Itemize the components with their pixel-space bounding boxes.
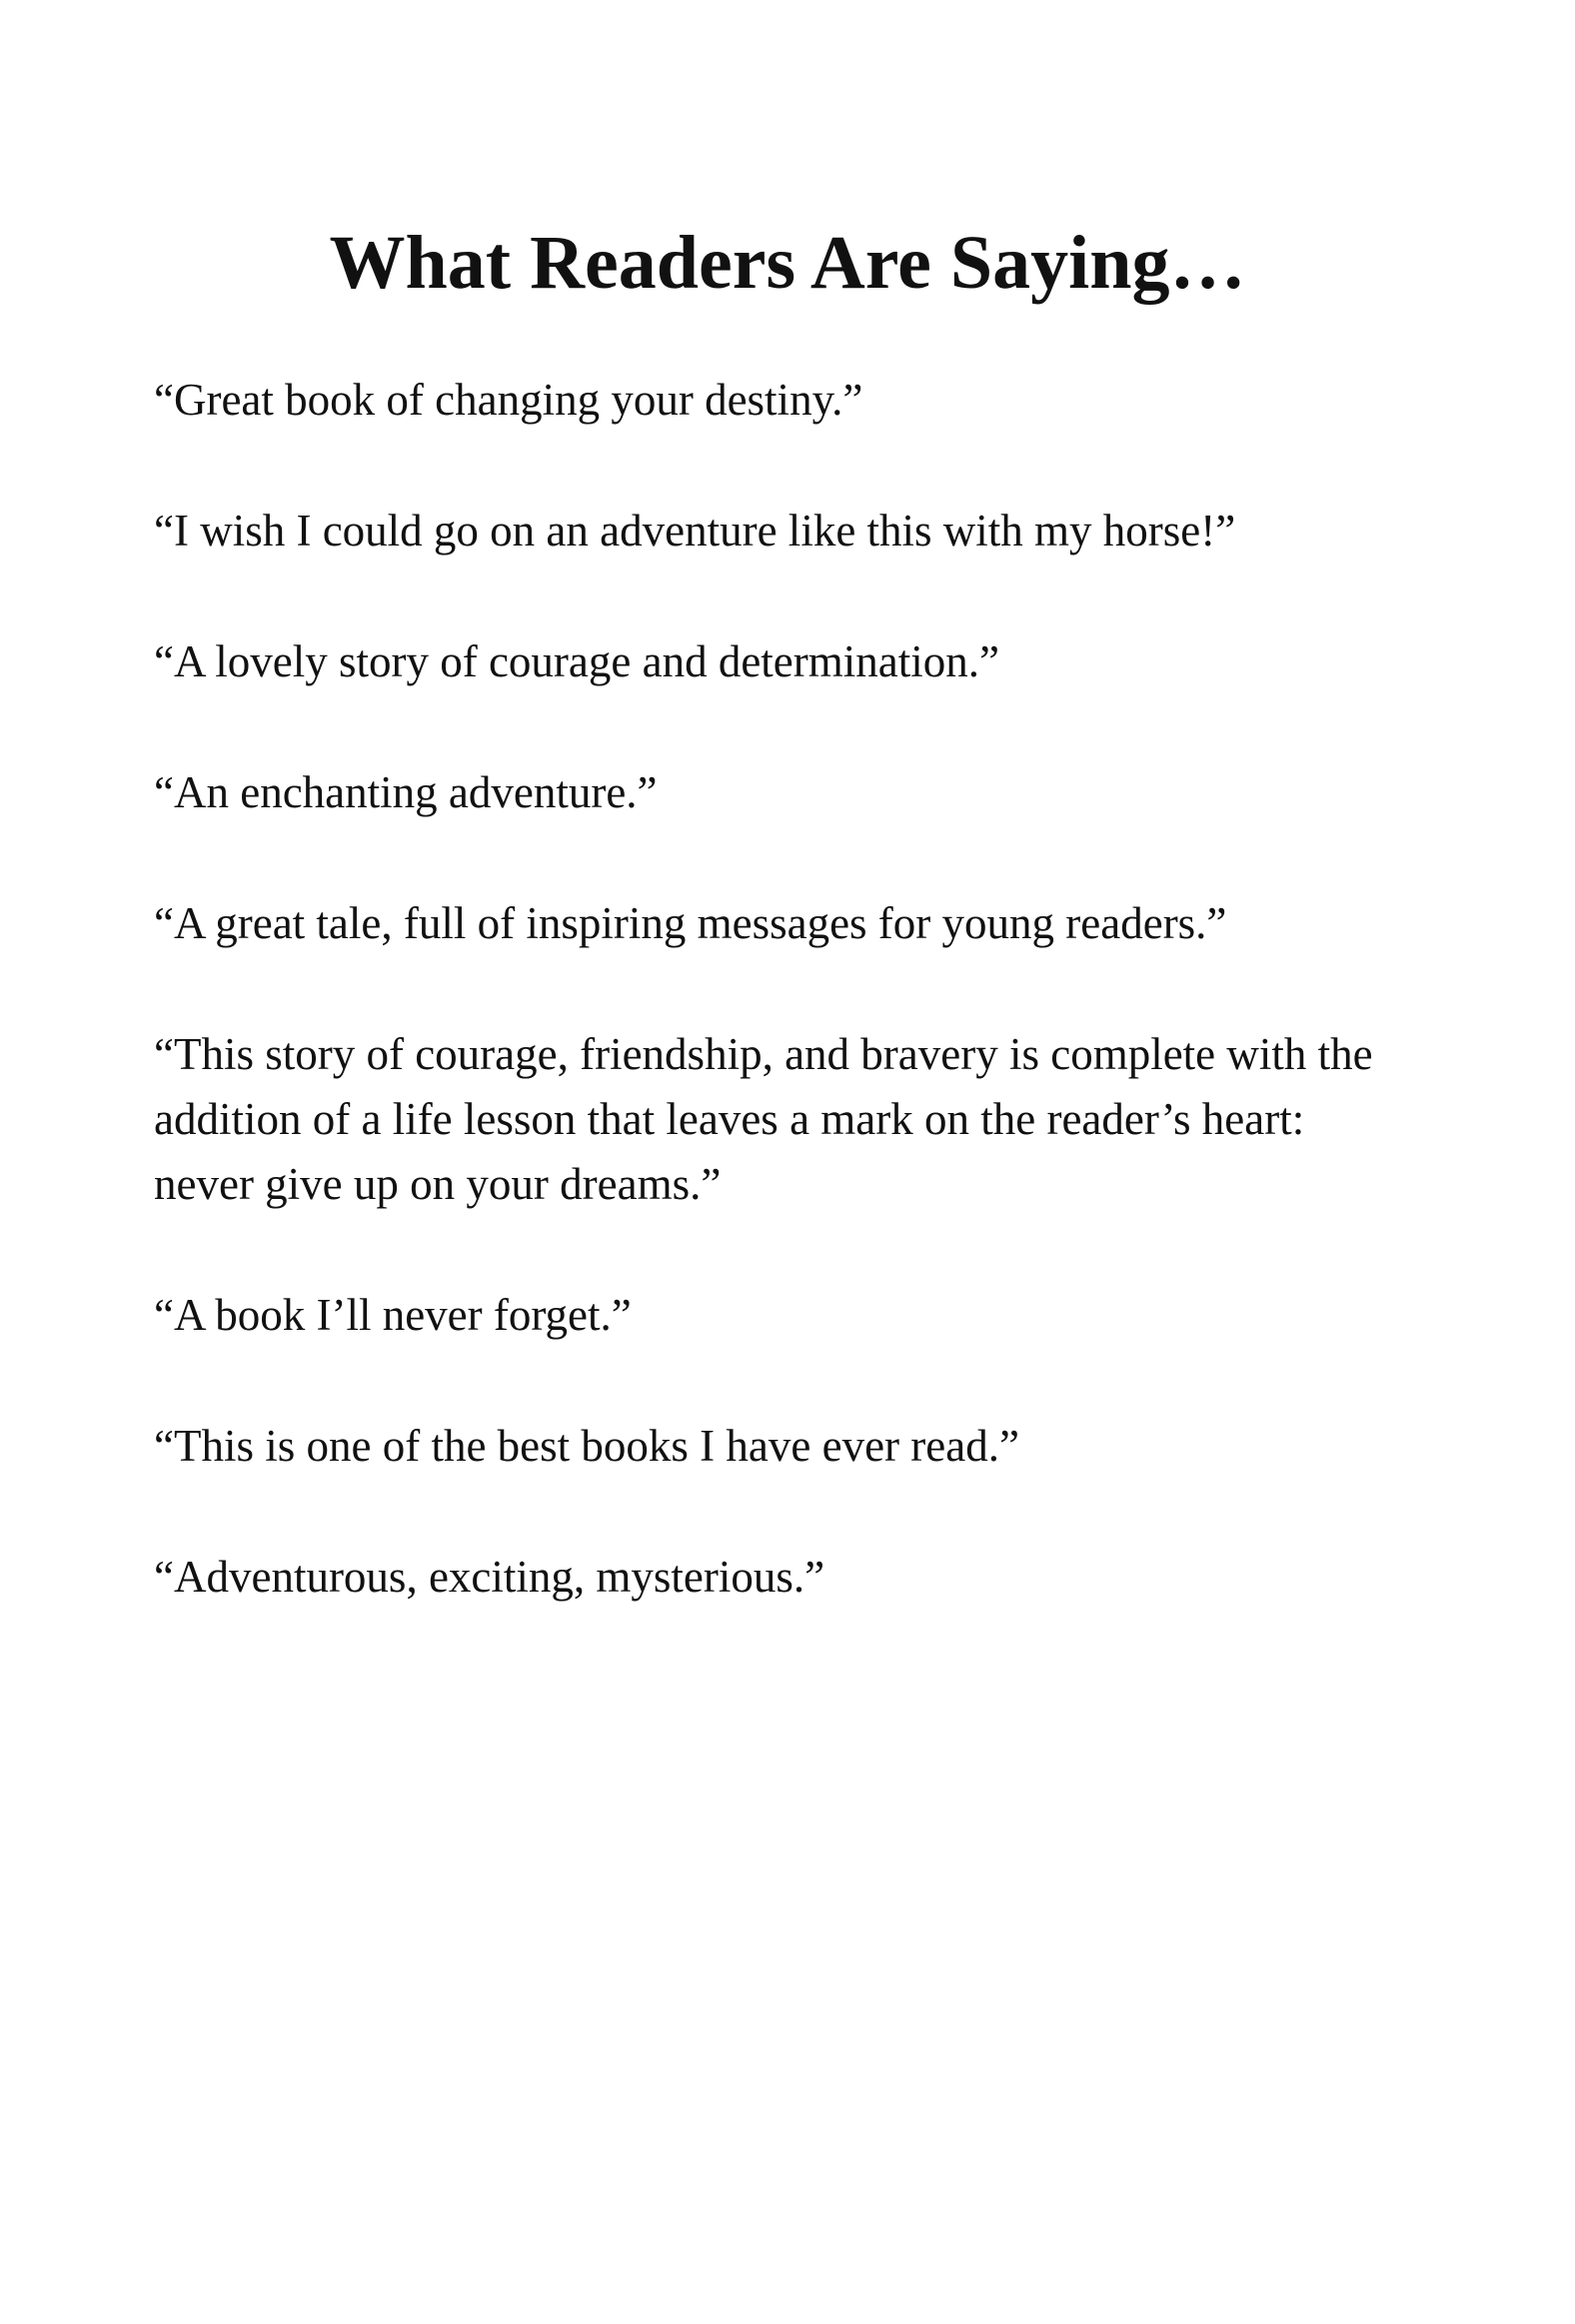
reader-quote: “I wish I could go on an adventure like this with my horse!” bbox=[154, 506, 1236, 556]
page-title: What Readers Are Saying… bbox=[329, 221, 1246, 305]
reader-quote: “This story of courage, friendship, and bravery is complete with the addition of a life lesson that leaves a mark on the reader’s heart: never give up on your dreams.” bbox=[154, 1029, 1373, 1209]
reader-quote: “Great book of changing your destiny.” bbox=[154, 375, 863, 425]
reader-quote: “Adventurous, exciting, mysterious.” bbox=[154, 1552, 825, 1602]
reader-quote: “A lovely story of courage and determination.” bbox=[154, 636, 999, 686]
reader-quotes-list bbox=[154, 368, 1403, 1676]
reader-quote: “A great tale, full of inspiring messages for young readers.” bbox=[154, 898, 1227, 948]
reader-quote: “A book I’ll never forget.” bbox=[154, 1290, 632, 1340]
reader-quote: “An enchanting adventure.” bbox=[154, 767, 658, 817]
reader-quote: “This is one of the best books I have ever read.” bbox=[154, 1421, 1019, 1471]
